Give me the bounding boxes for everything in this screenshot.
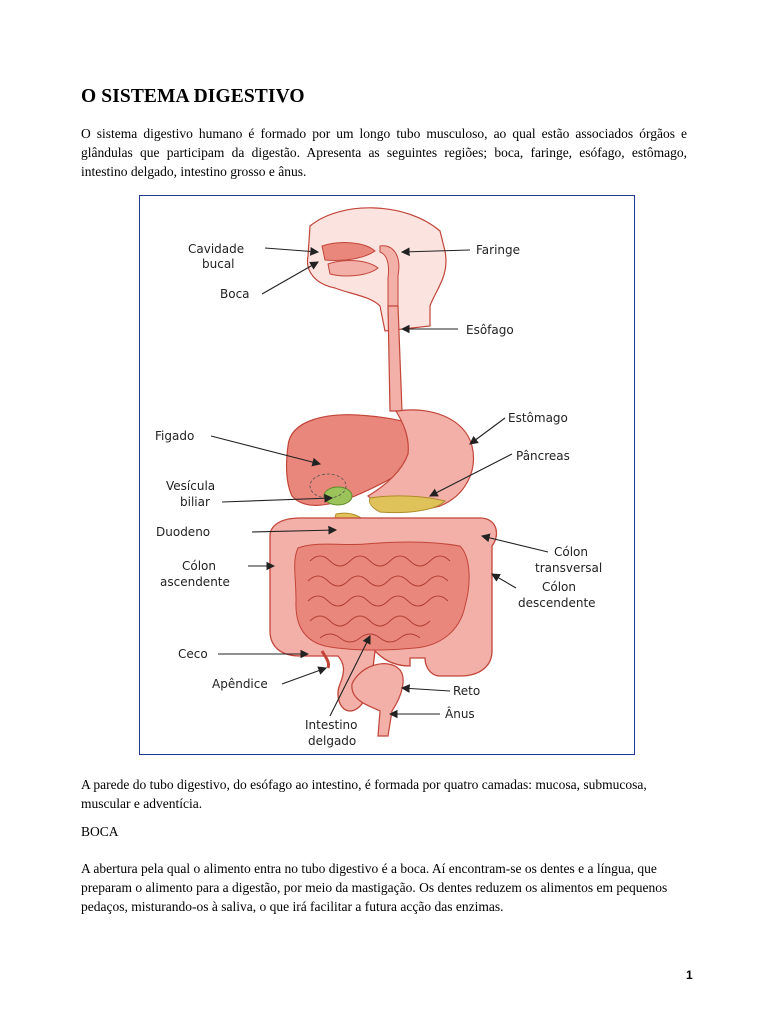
label-colon-transversal-1: Cólon xyxy=(554,545,589,559)
label-cavidade-bucal-1: Cavidade xyxy=(188,242,245,256)
boca-paragraph: A abertura pela qual o alimento entra no tubo digestivo é a boca. Aí encontram-se os dentes e a língua, que preparam o alimento para a digestão, por meio da mastigação. Os dentes reduzem os alimentos em pequenos pedaços, misturando-os à saliva, o que irá facilitar a futura acção das enzimas. xyxy=(81,861,668,914)
leader-boca xyxy=(262,262,318,294)
layers-paragraph: A parede do tubo digestivo, do esófago ao intestino, é formada por quatro camadas: mucosa, submucosa, muscular e adventícia. xyxy=(81,777,647,811)
rectum-shape xyxy=(352,664,403,736)
intro-paragraph: O sistema digestivo humano é formado por um longo tubo musculoso, ao qual estão associados órgãos e glândulas que participam da digestão. Apresenta as seguintes regiões; boca, faringe, esófago, estômago, intestino delgado, intestino grosso e ânus. xyxy=(81,126,687,179)
label-cavidade-bucal-2: bucal xyxy=(202,257,235,271)
label-intestino-2: delgado xyxy=(308,734,357,748)
leader-colon-descendente xyxy=(492,574,516,588)
label-duodeno: Duodeno xyxy=(156,525,211,539)
digestive-system-diagram xyxy=(139,195,635,755)
label-esofago: Esôfago xyxy=(466,323,514,337)
label-ceco: Ceco xyxy=(178,647,208,661)
label-colon-ascendente-1: Cólon xyxy=(182,559,217,573)
label-boca: Boca xyxy=(220,287,250,301)
label-apendice: Apêndice xyxy=(212,677,268,691)
label-estomago: Estômago xyxy=(508,411,568,425)
label-faringe: Faringe xyxy=(476,243,521,257)
pancreas-shape xyxy=(369,496,445,513)
leader-apendice xyxy=(282,668,326,684)
label-vesicula-2: biliar xyxy=(180,495,210,509)
leader-reto xyxy=(402,688,450,691)
label-reto: Reto xyxy=(453,684,481,698)
label-vesicula-1: Vesícula xyxy=(166,479,216,493)
label-anus: Ânus xyxy=(445,707,475,721)
label-colon-ascendente-2: ascendente xyxy=(160,575,230,589)
label-colon-descendente-2: descendente xyxy=(518,596,596,610)
label-colon-descendente-1: Cólon xyxy=(542,580,577,594)
label-colon-transversal-2: transversal xyxy=(535,561,603,575)
leader-estomago xyxy=(470,418,505,444)
label-intestino-1: Intestino xyxy=(305,718,358,732)
digestive-system-illustration xyxy=(140,196,636,756)
page-title: O SISTEMA DIGESTIVO xyxy=(81,86,305,107)
section-heading-boca: BOCA xyxy=(81,824,119,839)
label-figado: Figado xyxy=(155,429,195,443)
label-pancreas: Pâncreas xyxy=(516,449,570,463)
page-number: 1 xyxy=(686,968,693,982)
gallbladder-shape xyxy=(324,487,352,505)
